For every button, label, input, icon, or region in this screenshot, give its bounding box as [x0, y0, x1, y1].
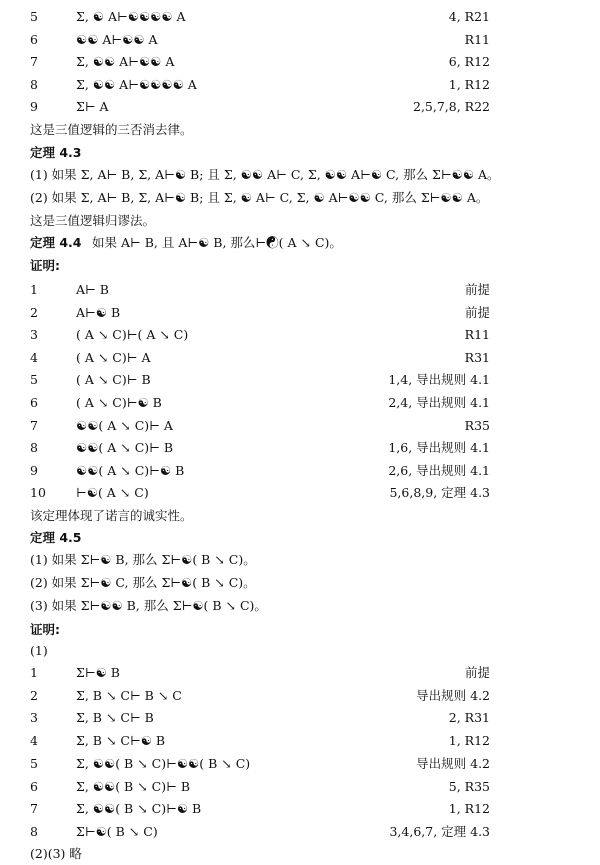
step-justification: 2,6, 导出规则 4.1: [388, 462, 490, 478]
part-label-row: [0, 641, 600, 661]
remark-text-row: [0, 211, 600, 231]
step-number: 8: [30, 440, 38, 456]
step-number: 9: [30, 99, 38, 114]
step-justification: 1, R12: [448, 76, 490, 92]
proof-step: [0, 52, 600, 72]
theorem-clause: (2) 如果 Σ, A⊢ B, Σ, A⊢☯ B; 且 Σ, ☯ A⊢ C, Σ, ☯ A⊢☯☯ C, 那么 Σ⊢☯☯ A。: [30, 190, 489, 205]
proof-step: [0, 663, 600, 683]
theorem-clause: (1) 如果 Σ, A⊢ B, Σ, A⊢☯ B; 且 Σ, ☯☯ A⊢ C, Σ, ☯☯ A⊢☯ C, 那么 Σ⊢☯☯ A。: [30, 167, 500, 182]
step-formula: Σ, ☯ A⊢☯☯☯☯ A: [76, 9, 186, 24]
proof-step: [0, 822, 600, 842]
theorem-title-row: [0, 528, 600, 548]
proof-step: [0, 461, 600, 481]
step-number: 7: [30, 801, 38, 817]
step-justification: 5,6,8,9, 定理 4.3: [389, 485, 490, 501]
step-justification: 1,6, 导出规则 4.1: [388, 440, 490, 456]
step-number: 6: [30, 31, 38, 47]
step-justification: R11: [464, 31, 490, 47]
step-formula: ( A ↘ C)⊢( A ↘ C): [76, 327, 189, 343]
remark-text: 这是三值逻辑的三否消去律。: [30, 122, 193, 137]
step-formula: ( A ↘ C)⊢ B: [76, 372, 151, 388]
step-formula: ( A ↘ C)⊢☯ B: [76, 395, 162, 410]
theorem-clause-row: [0, 596, 600, 616]
step-formula: ☯☯ A⊢☯☯ A: [76, 31, 158, 47]
step-number: 1: [30, 282, 38, 297]
step-formula: Σ, ☯☯( B ↘ C)⊢☯ B: [76, 801, 202, 817]
step-justification: 6, R12: [448, 54, 490, 69]
step-number: 5: [30, 9, 38, 24]
theorem-statement: 如果 A⊢ B, 且 A⊢☯ B, 那么⊢☯( A ↘ C)。: [92, 235, 342, 250]
theorem-clause-row: [0, 188, 600, 208]
step-justification: 3,4,6,7, 定理 4.3: [389, 823, 490, 839]
step-justification: 2,4, 导出规则 4.1: [388, 395, 490, 410]
step-justification: 前提: [464, 304, 490, 320]
step-number: 4: [30, 349, 38, 365]
theorem-title: 定理 4.4: [30, 235, 82, 250]
step-number: 4: [30, 733, 38, 749]
proof-step: [0, 97, 600, 117]
step-justification: 1,4, 导出规则 4.1: [388, 372, 490, 388]
proof-step: [0, 393, 600, 413]
proof-step: [0, 731, 600, 751]
proof-step: [0, 370, 600, 390]
step-formula: Σ⊢ A: [76, 99, 109, 114]
omitted-note-row: [0, 844, 600, 864]
theorem-clause: (2) 如果 Σ⊢☯ C, 那么 Σ⊢☯( B ↘ C)。: [30, 575, 256, 590]
theorem-clause-row: [0, 165, 600, 185]
theorem-clause: (1) 如果 Σ⊢☯ B, 那么 Σ⊢☯( B ↘ C)。: [30, 552, 256, 567]
step-justification: 5, R35: [448, 778, 490, 794]
step-number: 6: [30, 395, 38, 410]
step-number: 9: [30, 462, 38, 478]
proof-label: 证明:: [30, 622, 60, 637]
step-formula: Σ, ☯☯( B ↘ C)⊢☯☯( B ↘ C): [76, 755, 251, 771]
step-number: 10: [30, 485, 46, 501]
part-label: (1): [30, 643, 48, 658]
step-formula: A⊢ B: [76, 282, 109, 297]
step-number: 2: [30, 687, 38, 703]
step-formula: ☯☯( A ↘ C)⊢ B: [76, 440, 174, 456]
step-formula: Σ, ☯☯ A⊢☯☯☯☯ A: [76, 76, 197, 92]
proof-step: [0, 416, 600, 436]
proof-step: [0, 325, 600, 345]
step-justification: R35: [464, 417, 490, 433]
proof-label-row: [0, 256, 600, 276]
theorem-title: 定理 4.3: [30, 145, 82, 160]
step-number: 8: [30, 823, 38, 839]
step-number: 5: [30, 755, 38, 771]
step-justification: 4, R21: [448, 9, 490, 24]
theorem-title-row: [0, 143, 600, 163]
step-justification: 2, R31: [448, 710, 490, 726]
step-number: 7: [30, 417, 38, 433]
step-justification: 导出规则 4.2: [416, 755, 490, 771]
step-number: 2: [30, 304, 38, 320]
step-number: 6: [30, 778, 38, 794]
theorem-4-4-row: [0, 233, 600, 253]
proof-step: [0, 30, 600, 50]
step-justification: 导出规则 4.2: [416, 687, 490, 703]
proof-step: [0, 75, 600, 95]
step-formula: Σ⊢☯ B: [76, 665, 120, 680]
proof-step: [0, 483, 600, 503]
step-number: 3: [30, 710, 38, 726]
step-formula: Σ, ☯☯ A⊢☯☯ A: [76, 54, 175, 69]
proof-step: [0, 708, 600, 728]
step-formula: Σ, B ↘ C⊢ B: [76, 710, 154, 726]
proof-step: [0, 799, 600, 819]
step-justification: 1, R12: [448, 801, 490, 817]
step-formula: Σ, B ↘ C⊢☯ B: [76, 733, 166, 749]
theorem-clause: (3) 如果 Σ⊢☯☯ B, 那么 Σ⊢☯( B ↘ C)。: [30, 598, 267, 613]
proof-step: [0, 777, 600, 797]
step-formula: Σ, ☯☯( B ↘ C)⊢ B: [76, 778, 191, 794]
remark-text-row: [0, 506, 600, 526]
proof-step: [0, 686, 600, 706]
step-formula: ☯☯( A ↘ C)⊢ A: [76, 417, 173, 433]
step-justification: R31: [464, 349, 490, 365]
theorem-title: 定理 4.5: [30, 530, 82, 545]
step-formula: ( A ↘ C)⊢ A: [76, 349, 151, 365]
step-formula: Σ, B ↘ C⊢ B ↘ C: [76, 687, 182, 703]
proof-label: 证明:: [30, 258, 60, 273]
step-justification: 前提: [464, 665, 490, 680]
remark-text: 该定理体现了诺言的诚实性。: [30, 508, 193, 523]
proof-step: [0, 754, 600, 774]
proof-step: [0, 438, 600, 458]
proof-step: [0, 7, 600, 27]
proof-step: [0, 280, 600, 300]
step-number: 8: [30, 76, 38, 92]
step-number: 7: [30, 54, 38, 69]
proof-step: [0, 348, 600, 368]
proof-label-row: [0, 620, 600, 640]
theorem-clause-row: [0, 573, 600, 593]
step-number: 1: [30, 665, 38, 680]
proof-step: [0, 303, 600, 323]
step-formula: Σ⊢☯( B ↘ C): [76, 823, 158, 839]
theorem-clause-row: [0, 550, 600, 570]
step-justification: R11: [464, 327, 490, 343]
step-formula: A⊢☯ B: [76, 304, 121, 320]
remark-text: 这是三值逻辑归谬法。: [30, 213, 156, 228]
step-formula: ⊢☯( A ↘ C): [76, 485, 149, 501]
remark-text-row: [0, 120, 600, 140]
step-number: 5: [30, 372, 38, 388]
step-justification: 前提: [464, 282, 490, 297]
omitted-note: (2)(3) 略: [30, 846, 82, 861]
step-justification: 1, R12: [448, 733, 490, 749]
step-formula: ☯☯( A ↘ C)⊢☯ B: [76, 462, 185, 478]
step-justification: 2,5,7,8, R22: [413, 99, 490, 114]
step-number: 3: [30, 327, 38, 343]
